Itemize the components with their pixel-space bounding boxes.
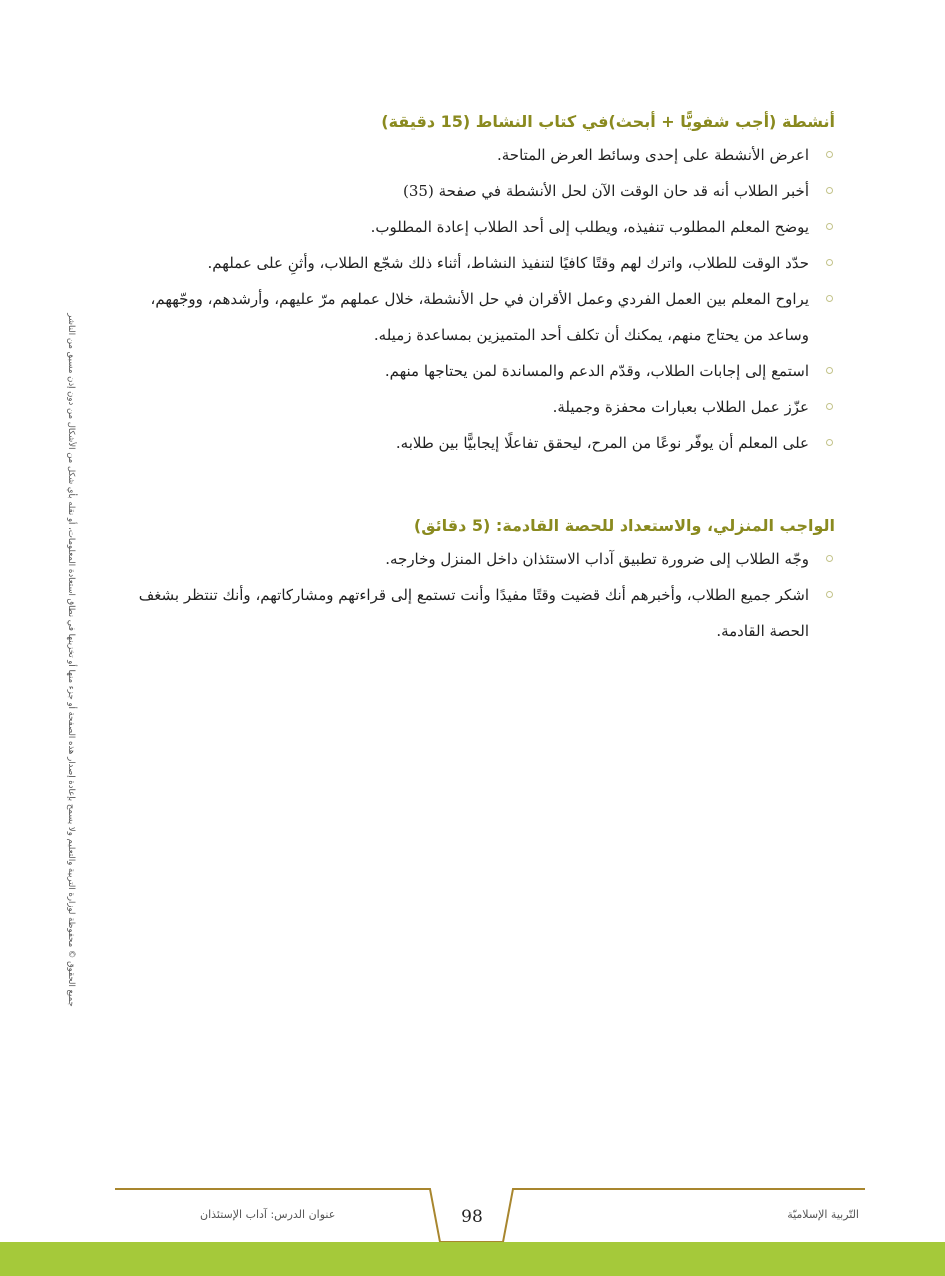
homework-heading: الواجب المنزلي، والاستعداد للحصة القادمة: (5 دقائق) [413, 516, 835, 535]
item-text: اعرض الأنشطة على إحدى وسائط العرض المتاحة. [496, 146, 809, 164]
bullet-icon [826, 259, 833, 266]
list-item [110, 389, 835, 425]
footer-band [0, 1242, 945, 1276]
subject-name: التّربية الإسلاميّة [787, 1208, 859, 1221]
item-text: وجّه الطلاب إلى ضرورة تطبيق آداب الاستئذان داخل المنزل وخارجه. [385, 550, 809, 568]
bullet-icon [826, 439, 833, 446]
item-text: على المعلم أن يوفّر نوعًا من المرح، ليحقق تفاعلًا إيجابيًّا بين طلابه. [395, 434, 809, 452]
activities-list [110, 137, 835, 461]
item-text: عزّز عمل الطلاب بعبارات محفزة وجميلة. [552, 398, 809, 416]
copyright-note [62, 300, 80, 1020]
list-item [110, 245, 835, 281]
list-item [110, 577, 835, 649]
bullet-icon [826, 295, 833, 302]
list-item [110, 137, 835, 173]
item-text: يوضح المعلم المطلوب تنفيذه، ويطلب إلى أحد الطلاب إعادة المطلوب. [370, 218, 809, 236]
homework-section [110, 516, 835, 649]
bullet-icon [826, 223, 833, 230]
item-text: استمع إلى إجابات الطلاب، وقدّم الدعم والمساندة لمن يحتاجها منهم. [384, 362, 809, 380]
item-text: يراوح المعلم بين العمل الفردي وعمل الأقران في حل الأنشطة، خلال عملهم مرّ عليهم، وأرشدهم، ووجّههم، وساعد من يحتاج منهم، يمكنك أن تكلف أحد المتميزين بمساعدة زميله. [150, 290, 809, 344]
list-item [110, 353, 835, 389]
list-item [110, 541, 835, 577]
list-item [110, 425, 835, 461]
item-text: حدّد الوقت للطلاب، واترك لهم وقتًا كافيًا لتنفيذ النشاط، أثناء ذلك شجّع الطلاب، وأثنِ على عملهم. [207, 254, 809, 272]
activities-heading: أنشطة (أجب شفويًّا + أبحث)في كتاب النشاط (15 دقيقة) [381, 112, 835, 131]
homework-list [110, 541, 835, 649]
page-number: 98 [461, 1207, 483, 1227]
bullet-icon [826, 555, 833, 562]
list-item [110, 281, 835, 353]
bullet-icon [826, 403, 833, 410]
bullet-icon [826, 367, 833, 374]
item-text: اشكر جميع الطلاب، وأخبرهم أنك قضيت وقتًا مفيدًا وأنت تستمع إلى قراءتهم ومشاركاتهم، وأنك تنتظر بشغف الحصة القادمة. [138, 586, 809, 640]
lesson-title: عنوان الدرس: آداب الإستئذان [200, 1208, 336, 1221]
copyright-text: جميع الحقوق © محفوظة لوزارة التربية والتعليم ولا يسمح بإعادة إصدار هذه الصفحة أو جزء منها أو تخزينها في نطاق استعادة المعلومات، أو نقله بأي شكل من الأشكال من دون إذن مسبق من الناشر [66, 313, 76, 1007]
bullet-icon [826, 151, 833, 158]
list-item [110, 173, 835, 209]
list-item [110, 209, 835, 245]
item-text: أخبر الطلاب أنه قد حان الوقت الآن لحل الأنشطة في صفحة (35) [403, 182, 809, 200]
activities-section [110, 112, 835, 461]
bullet-icon [826, 591, 833, 598]
bullet-icon [826, 187, 833, 194]
